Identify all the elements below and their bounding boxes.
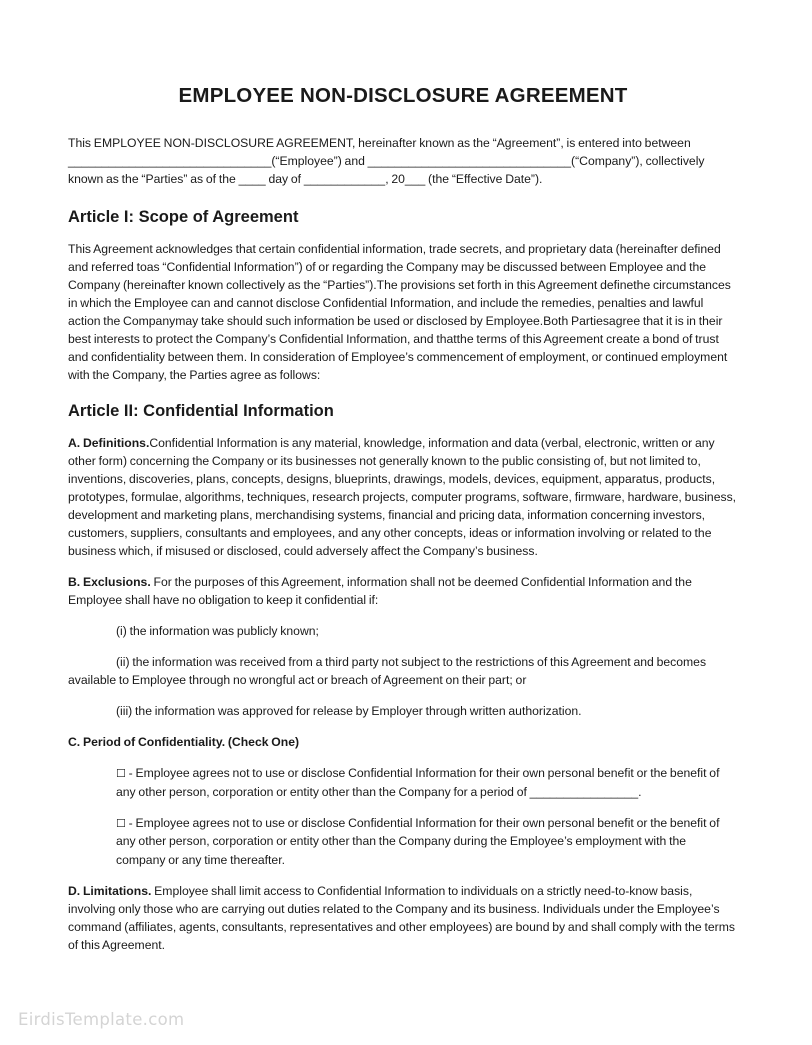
section-c-option-2-label: - Employee agrees not to use or disclose Confidential Information for their own personal benefit or the benefit of any other person, corporation or entity other than the Company during the Employee’s employment with the company or any time thereafter. [116, 815, 720, 867]
section-b-item-ii [68, 653, 738, 689]
section-c [68, 733, 738, 751]
section-c-label: C. Period of Confidentiality. (Check One) [68, 735, 300, 750]
checkbox-icon[interactable]: ☐ [116, 767, 126, 781]
section-c-option-1-label: - Employee agrees not to use or disclose Confidential Information for their own personal benefit or the benefit of any other person, corporation or entity other than the Company for a period of ________________. [116, 766, 720, 799]
article-2-heading: Article II: Confidential Information [68, 401, 334, 420]
section-b-label: B. Exclusions. [68, 575, 151, 589]
section-b-body: For the purposes of this Agreement, information shall not be deemed Confidential Information and the Employee shall have no obligation to keep it confidential if: [68, 575, 692, 608]
section-d-body: Employee shall limit access to Confidential Information to individuals on a strictly need-to-know basis, involving only those who are carrying out duties related to the Company and its business. Individuals under the Employee’s command (affiliates, agents, consultants, representatives and other employees) are bound by and shall comply with the terms of this Agreement. [68, 883, 735, 952]
section-b-item-ii-text: (ii) the information was received from a third party not subject to the restrictions of this Agreement and becomes available to Employee through no wrongful act or breach of Agreement on their part; or [68, 655, 707, 688]
section-c-option-1[interactable] [116, 764, 738, 801]
section-a-label: A. Definitions. [68, 435, 150, 450]
site-watermark: EirdisTemplate.com [18, 1010, 185, 1029]
checkbox-icon[interactable]: ☐ [116, 816, 126, 830]
document-body [68, 84, 738, 967]
section-c-option-2[interactable] [116, 814, 738, 869]
section-d [68, 882, 738, 954]
intro-paragraph: This EMPLOYEE NON-DISCLOSURE AGREEMENT, hereinafter known as the “Agreement”, is entered into between ______________________________(“Employee”) and ______________________________(“Company”), collectively known as the “Parties” as of the ____ day of ____________, 20___ (the “Effective Date”). [68, 135, 705, 186]
section-d-label: D. Limitations. [68, 883, 152, 898]
section-b-item-iii: (iii) the information was approved for release by Employer through written authorization. [116, 704, 582, 719]
article-1-body: This Agreement acknowledges that certain confidential information, trade secrets, and proprietary data (hereinafter defined and referred toas “Confidential Information”) of or regarding the Company may be discussed between Employee and the Company (hereinafter known collectively as the “Parties”).The provisions set forth in this Agreement definethe circumstances in which the Employee can and cannot disclose Confidential Information, and include the remedies, penalties and lawful action the Companymay take should such information be used or disclosed by Employee.Both Partiesagree that it is in their best interests to protect the Company’s Confidential Information, and thatthe terms of this Agreement create a bond of trust and confidentiality between them. In consideration of Employee’s commencement of employment, or continued employment with the Company, the Parties agree as follows: [68, 241, 731, 382]
section-b-item-i: (i) the information was publicly known; [116, 624, 319, 639]
section-a-body: Confidential Information is any material, knowledge, information and data (verbal, electronic, written or any other form) concerning the Company or its businesses not generally known to the public consisting of, but not limited to, inventions, discoveries, plans, concepts, designs, blueprints, drawings, models, devices, equipment, apparatus, products, prototypes, formulae, algorithms, techniques, research projects, computer programs, software, firmware, hardware, business, development and marketing plans, merchandising systems, financial and pricing data, information concerning investors, customers, suppliers, consultants and employees, and any other concepts, ideas or information involving or related to the business which, if misused or disclosed, could adversely affect the Company’s business. [68, 435, 737, 558]
section-a [68, 434, 738, 560]
section-b [68, 573, 738, 609]
page-title: EMPLOYEE NON-DISCLOSURE AGREEMENT [178, 84, 628, 107]
article-1-heading: Article I: Scope of Agreement [68, 207, 299, 226]
